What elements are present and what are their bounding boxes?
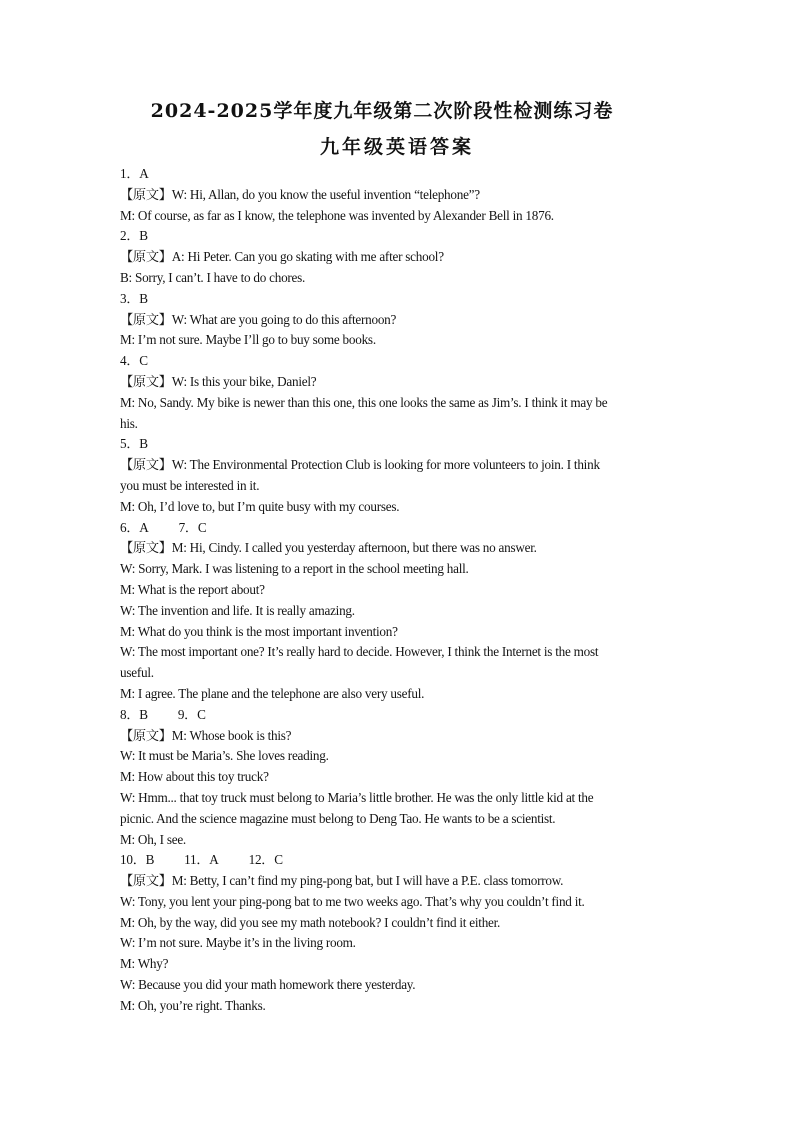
transcript-line: his.: [120, 415, 138, 431]
transcript-line: 【原文】W: The Environmental Protection Club is looking for more volunteers to join. I think: [120, 457, 600, 473]
transcript-line: 【原文】W: Hi, Allan, do you know the useful invention “telephone”?: [120, 186, 480, 202]
answer-row: [120, 518, 680, 539]
transcript-line: 【原文】M: Betty, I can’t find my ping-pong bat, but I will have a P.E. class tomorrow.: [120, 873, 564, 889]
answer-number: 10．B: [120, 852, 155, 868]
transcript-line: 【原文】W: Is this your bike, Daniel?: [120, 373, 317, 389]
transcript-line: picnic. And the science magazine must belong to Deng Tao. He wants to be a scientist.: [120, 810, 556, 826]
transcript-line: B: Sorry, I can’t. I have to do chores.: [120, 269, 306, 285]
transcript-line: W: It must be Maria’s. She loves reading.: [120, 748, 329, 764]
answer-number: 5．B: [120, 436, 148, 452]
transcript-line: M: Oh, I’d love to, but I’m quite busy with my courses.: [120, 498, 400, 514]
transcript-line: M: I agree. The plane and the telephone are also very useful.: [120, 685, 425, 701]
transcript-line: W: Because you did your math homework there yesterday.: [120, 977, 416, 993]
transcript-line: M: Why?: [120, 956, 169, 972]
answer-number: 8．B: [120, 706, 148, 722]
transcript-line: M: No, Sandy. My bike is newer than this one, this one looks the same as Jim’s. I think it may be: [120, 394, 608, 410]
answer-number: 11．A: [184, 852, 219, 868]
transcript-line: 【原文】M: Whose book is this?: [120, 727, 292, 743]
answer-number: 3．B: [120, 290, 148, 306]
transcript-line: 【原文】A: Hi Peter. Can you go skating with me after school?: [120, 249, 444, 265]
transcript-line: useful.: [120, 665, 154, 681]
transcript-line: W: The invention and life. It is really amazing.: [120, 602, 355, 618]
answer-number: 6．A: [120, 519, 149, 535]
transcript-line: 【原文】W: What are you going to do this afternoon?: [120, 311, 397, 327]
transcript-line: W: Sorry, Mark. I was listening to a report in the school meeting hall.: [120, 561, 469, 577]
document-title: 2024-2025学年度九年级第二次阶段性检测练习卷: [150, 100, 614, 122]
answer-key-body: [120, 164, 680, 1017]
transcript-line: W: I’m not sure. Maybe it’s in the living room.: [120, 935, 356, 951]
answer-number: 1．A: [120, 166, 149, 181]
transcript-line: M: Of course, as far as I know, the telephone was invented by Alexander Bell in 1876.: [120, 207, 554, 223]
transcript-line: M: Oh, by the way, did you see my math notebook? I couldn’t find it either.: [120, 914, 501, 930]
transcript-line: W: Tony, you lent your ping-pong bat to me two weeks ago. That’s why you couldn’t find it.: [120, 893, 585, 909]
answer-number: 12．C: [248, 852, 283, 868]
transcript-line: M: I’m not sure. Maybe I’ll go to buy some books.: [120, 332, 376, 348]
transcript-line: M: Oh, you’re right. Thanks.: [120, 997, 266, 1013]
answer-row: [120, 705, 680, 726]
transcript-line: M: What do you think is the most important invention?: [120, 623, 398, 639]
transcript-line: you must be interested in it.: [120, 477, 260, 493]
transcript-line: W: Hmm... that toy truck must belong to Maria’s little brother. He was the only little kid at the: [120, 789, 594, 805]
transcript-line: 【原文】M: Hi, Cindy. I called you yesterday afternoon, but there was no answer.: [120, 540, 537, 556]
answer-number: 4．C: [120, 353, 148, 369]
answer-number: 2．B: [120, 228, 148, 244]
transcript-line: M: Oh, I see.: [120, 831, 186, 847]
answer-row: [120, 850, 680, 871]
transcript-line: W: The most important one? It’s really hard to decide. However, I think the Internet is the most: [120, 644, 599, 660]
document-subtitle: 九年级英语答案: [319, 136, 474, 158]
transcript-line: M: How about this toy truck?: [120, 769, 269, 785]
answer-number: 7．C: [178, 519, 207, 535]
answer-number: 9．C: [177, 706, 206, 722]
transcript-line: M: What is the report about?: [120, 581, 265, 597]
